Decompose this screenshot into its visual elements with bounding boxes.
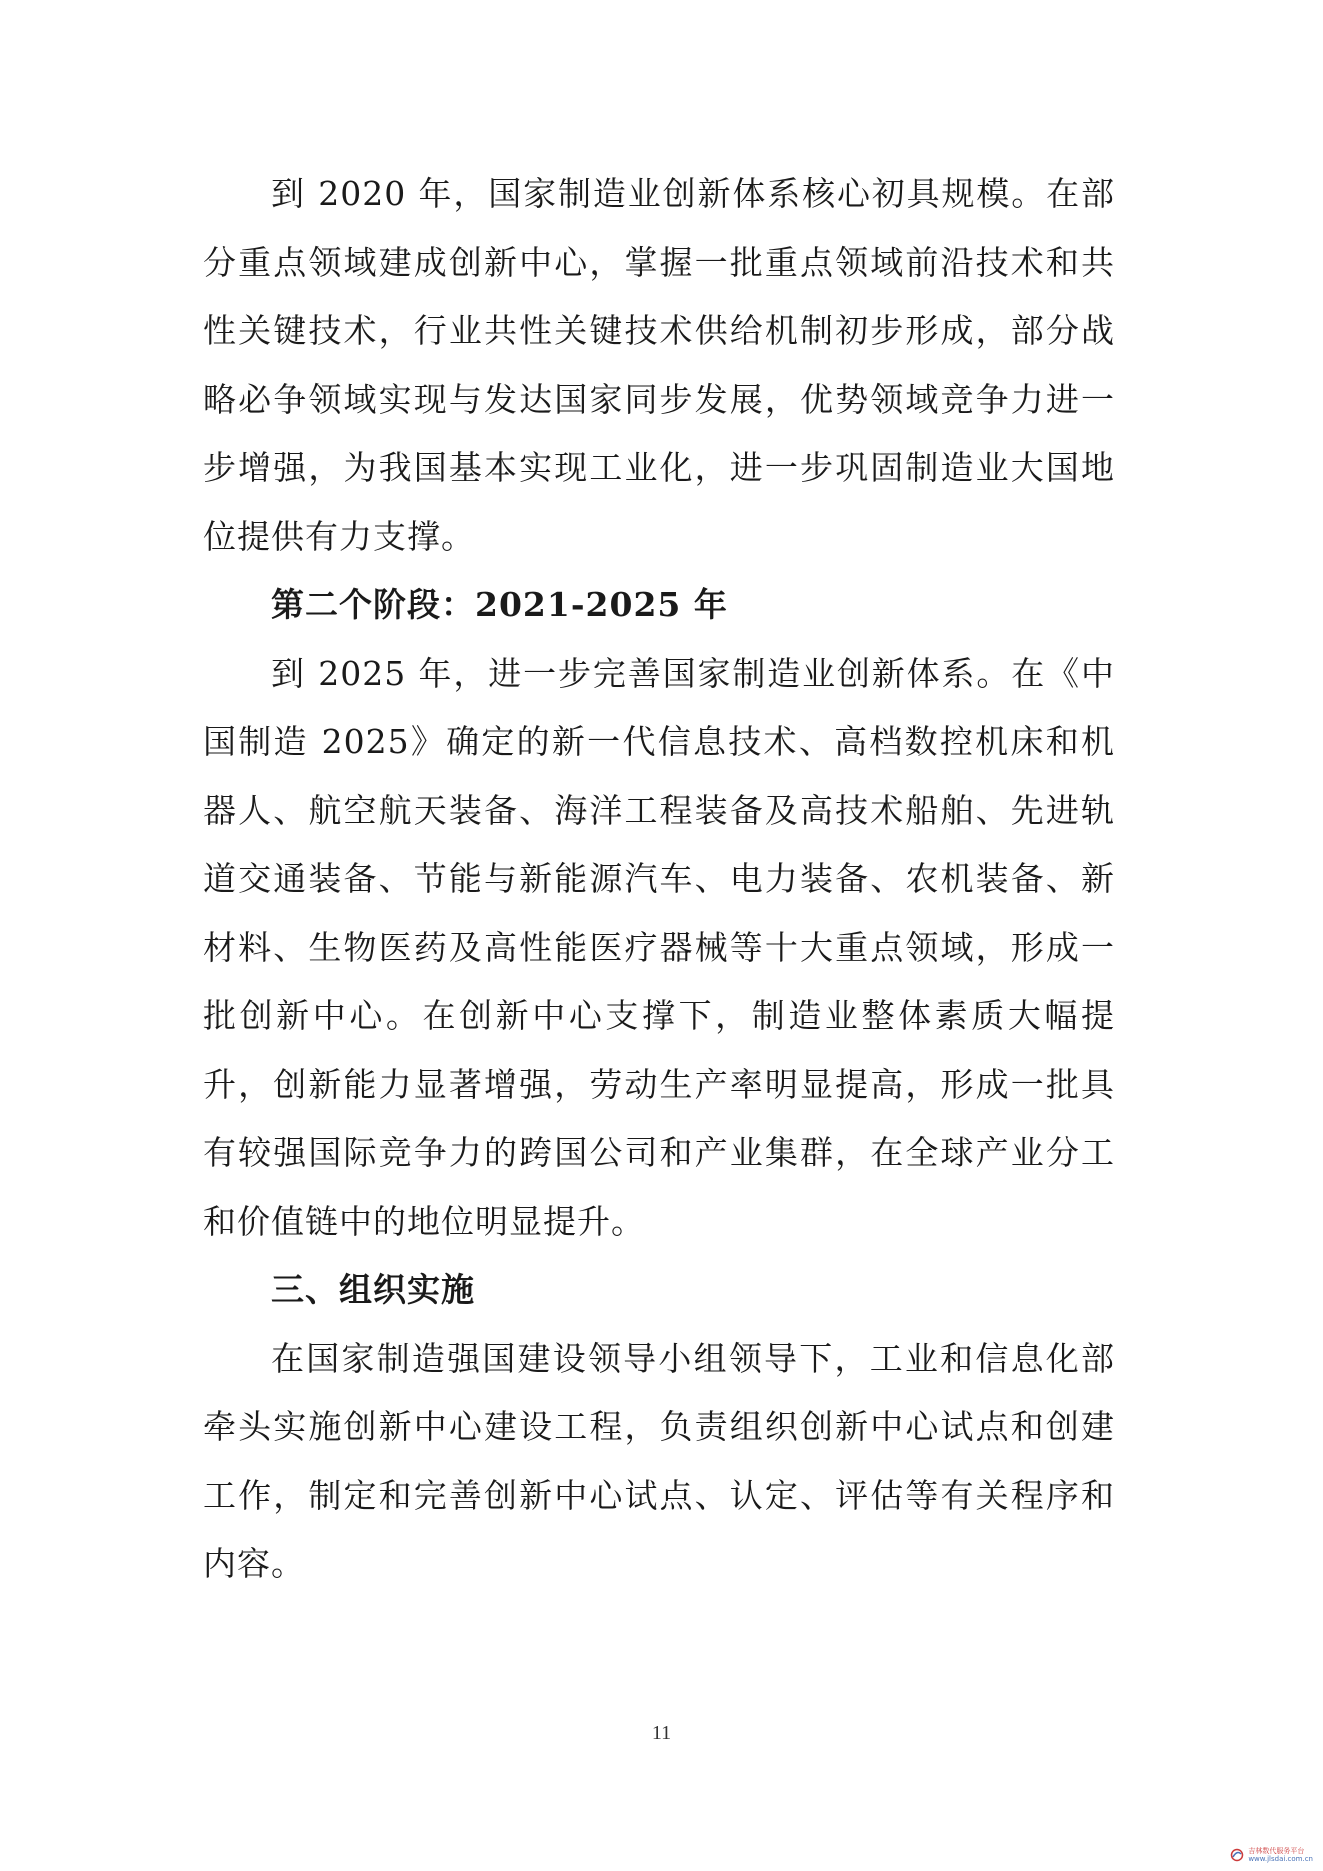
heading-second-stage: 第二个阶段：2021-2025 年 [271, 585, 728, 624]
watermark [1230, 1847, 1313, 1863]
page-number: 11 [651, 1722, 672, 1744]
paragraph-stage-one-goals: 到 2020 年，国家制造业创新体系核心初具规模。在部分重点领域建成创新中心，掌握一批重点领域前沿技术和共性关键技术，行业共性关键技术供给机制初步形成，部分战略必争领域实现与发达国家同步发展，优势领域竞争力进一步增强，为我国基本实现工业化，进一步巩固制造业大国地位提供有力支撑。 [203, 174, 1115, 556]
watermark-line1: 吉林数代服务平台 [1248, 1847, 1305, 1855]
watermark-text [1248, 1847, 1313, 1863]
swirl-logo-icon [1230, 1848, 1244, 1862]
document-body [203, 160, 1115, 1599]
heading-organization-implementation: 三、组织实施 [271, 1270, 475, 1309]
paragraph-implementation: 在国家制造强国建设领导小组领导下，工业和信息化部牵头实施创新中心建设工程，负责组织创新中心试点和创建工作，制定和完善创新中心试点、认定、评估等有关程序和内容。 [203, 1338, 1115, 1583]
watermark-line2: www.jlsdai.com.cn [1248, 1855, 1313, 1863]
paragraph-stage-two-goals: 到 2025 年，进一步完善国家制造业创新体系。在《中国制造 2025》确定的新一代信息技术、高档数控机床和机器人、航空航天装备、海洋工程装备及高技术船舶、先进轨道交通装备、节能与新能源汽车、电力装备、农机装备、新材料、生物医药及高性能医疗器械等十大重点领域，形成一批创新中心。在创新中心支撑下，制造业整体素质大幅提升，创新能力显著增强，劳动生产率明显提高，形成一批具有较强国际竞争力的跨国公司和产业集群，在全球产业分工和价值链中的地位明显提升。 [203, 653, 1115, 1241]
